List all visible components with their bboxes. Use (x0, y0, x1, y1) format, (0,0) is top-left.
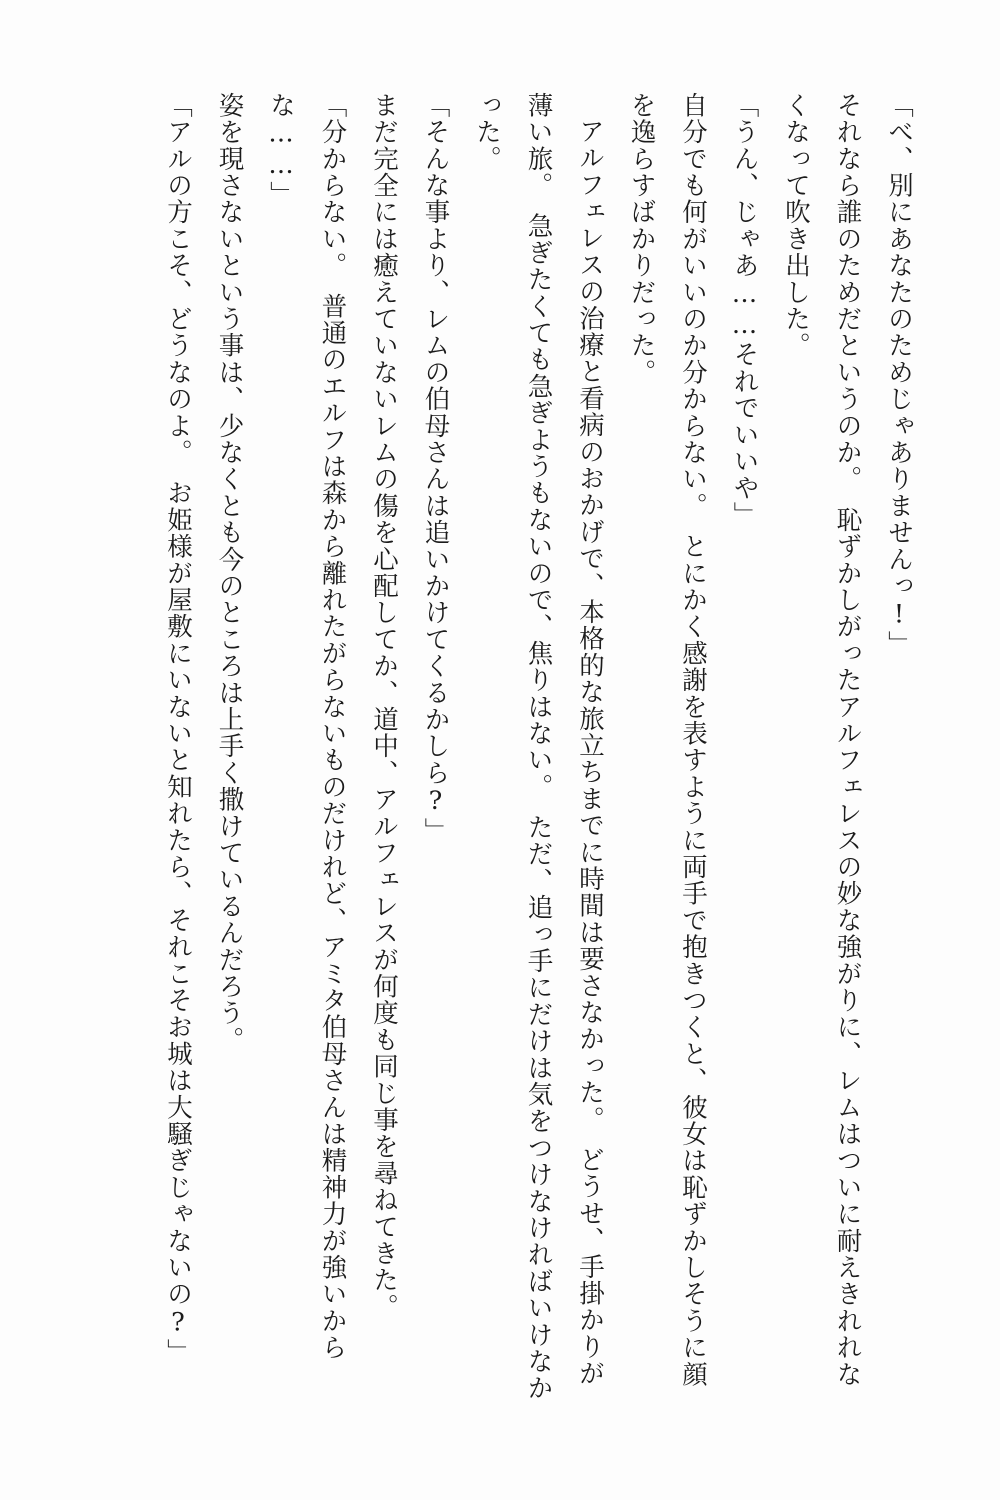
paragraph: まだ完全には癒えていないレムの傷を心配してか、道中、アルフェレスが何度も同じ事を尋ねてきた。 (369, 92, 399, 1321)
paragraph: 「アルの方こそ、どうなのよ。 お姫様が屋敷にいないと知れたら、それこそお城は大騒ぎじゃないの?」 (163, 92, 193, 1366)
paragraph: アルフェレスの治療と看病のおかげで、本格的な旅立ちまでに時間は要さなかった。 どうせ、手掛かりが薄い旅。 急ぎたくても急ぎようもないので、焦りはない。 ただ、追っ手にだけは気をつけなければいけなかった。 (472, 92, 605, 1402)
vertical-text-body (68, 92, 924, 1412)
paragraph: 姿を現さないという事は、少なくとも今のところは上手く撒けているんだろう。 (214, 92, 245, 1054)
paragraph: 「べ、別にあなたのためじゃありませんっ!」 (884, 92, 914, 658)
paragraph: 自分でも何がいいのか分からない。 とにかく感謝を表すように両手で抱きつくと、彼女は恥ずかしそうに顔を逸らすばかりだった。 (626, 92, 708, 1388)
paragraph: 「分からない。 普通のエルフは森から離れたがらないものだけれど、アミタ伯母さんは精神力が強いからな……」 (266, 92, 348, 1361)
paragraph: 「うん、じゃあ……それでいいや」 (729, 92, 760, 529)
paragraph: それなら誰のためだというのか。 恥ずかしがったアルフェレスの妙な強がりに、レムはついに耐えきれれなくなって吹き出した。 (781, 92, 863, 1388)
paragraph: 「そんな事より、レムの伯母さんは追いかけてくるかしら?」 (420, 92, 451, 845)
